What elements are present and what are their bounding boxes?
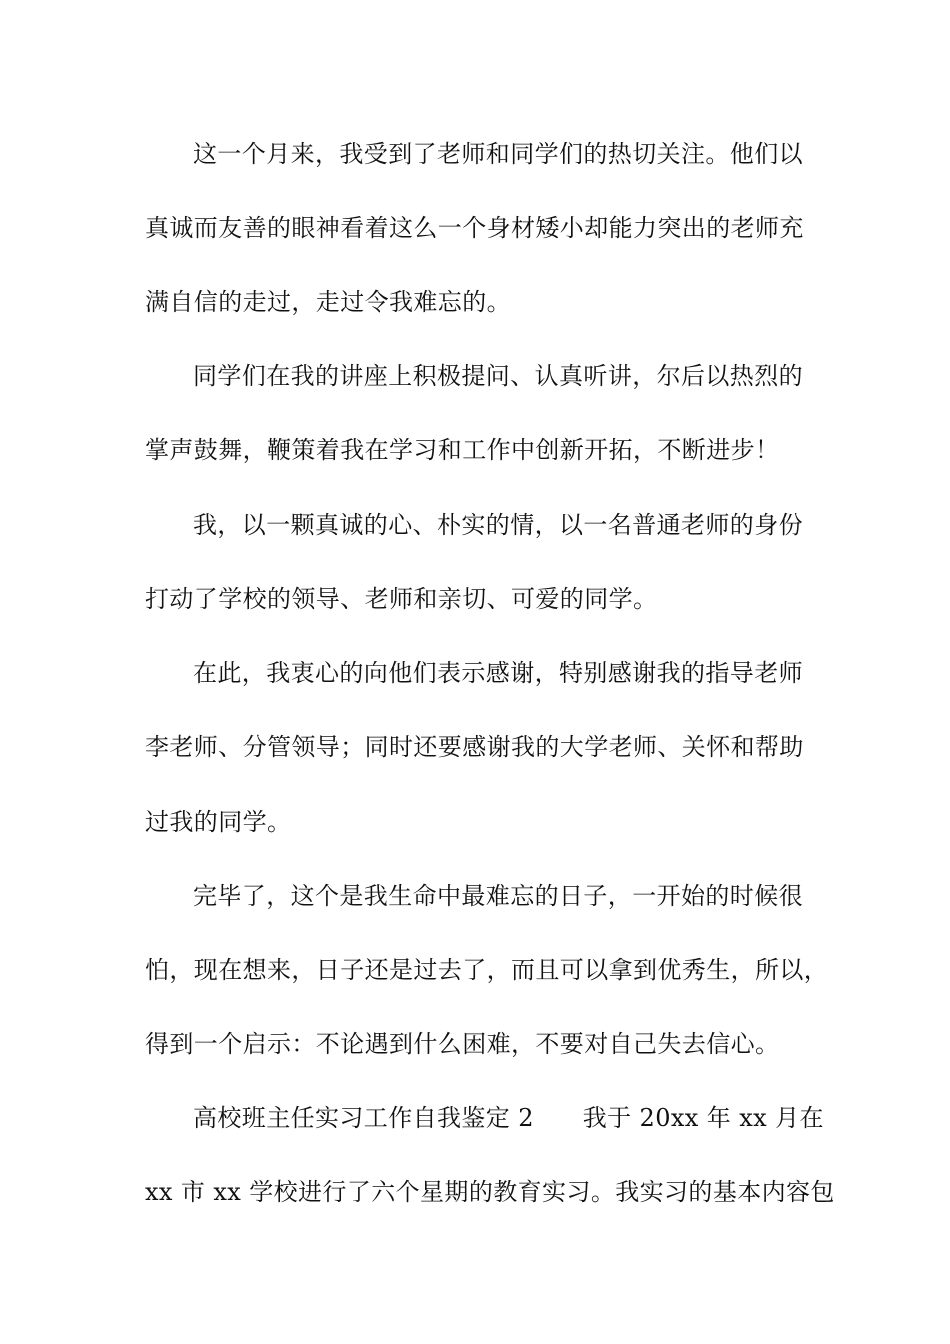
paragraph-6-line-1: 高校班主任实习工作自我鉴定 2 我于 20xx 年 xx 月在 [193, 1104, 824, 1132]
paragraph-5-line-1: 完毕了，这个是我生命中最难忘的日子，一开始的时候很 [193, 882, 803, 910]
paragraph-2-line-1: 同学们在我的讲座上积极提问、认真听讲，尔后以热烈的 [193, 362, 803, 390]
paragraph-1-line-3: 满自信的走过，走过令我难忘的。 [145, 288, 511, 316]
paragraph-1-line-1: 这一个月来，我受到了老师和同学们的热切关注。他们以 [193, 140, 803, 168]
paragraph-1-line-2: 真诚而友善的眼神看着这么一个身材矮小却能力突出的老师充 [145, 214, 804, 242]
paragraph-5-line-2: 怕，现在想来，日子还是过去了，而且可以拿到优秀生，所以， [145, 956, 829, 984]
paragraph-2-line-2: 掌声鼓舞，鞭策着我在学习和工作中创新开拓，不断进步！ [145, 436, 780, 464]
paragraph-4-line-3: 过我的同学。 [145, 808, 292, 836]
paragraph-4-line-1: 在此，我衷心的向他们表示感谢，特别感谢我的指导老师 [193, 659, 803, 687]
paragraph-3-line-2: 打动了学校的领导、老师和亲切、可爱的同学。 [145, 585, 658, 613]
paragraph-6-line-2: xx 市 xx 学校进行了六个星期的教育实习。我实习的基本内容包 [145, 1178, 835, 1206]
paragraph-4-line-2: 李老师、分管领导；同时还要感谢我的大学老师、关怀和帮助 [145, 733, 804, 761]
paragraph-3-line-1: 我，以一颗真诚的心、朴实的情，以一名普通老师的身份 [193, 511, 803, 539]
paragraph-5-line-3: 得到一个启示：不论遇到什么困难，不要对自己失去信心。 [145, 1030, 780, 1058]
